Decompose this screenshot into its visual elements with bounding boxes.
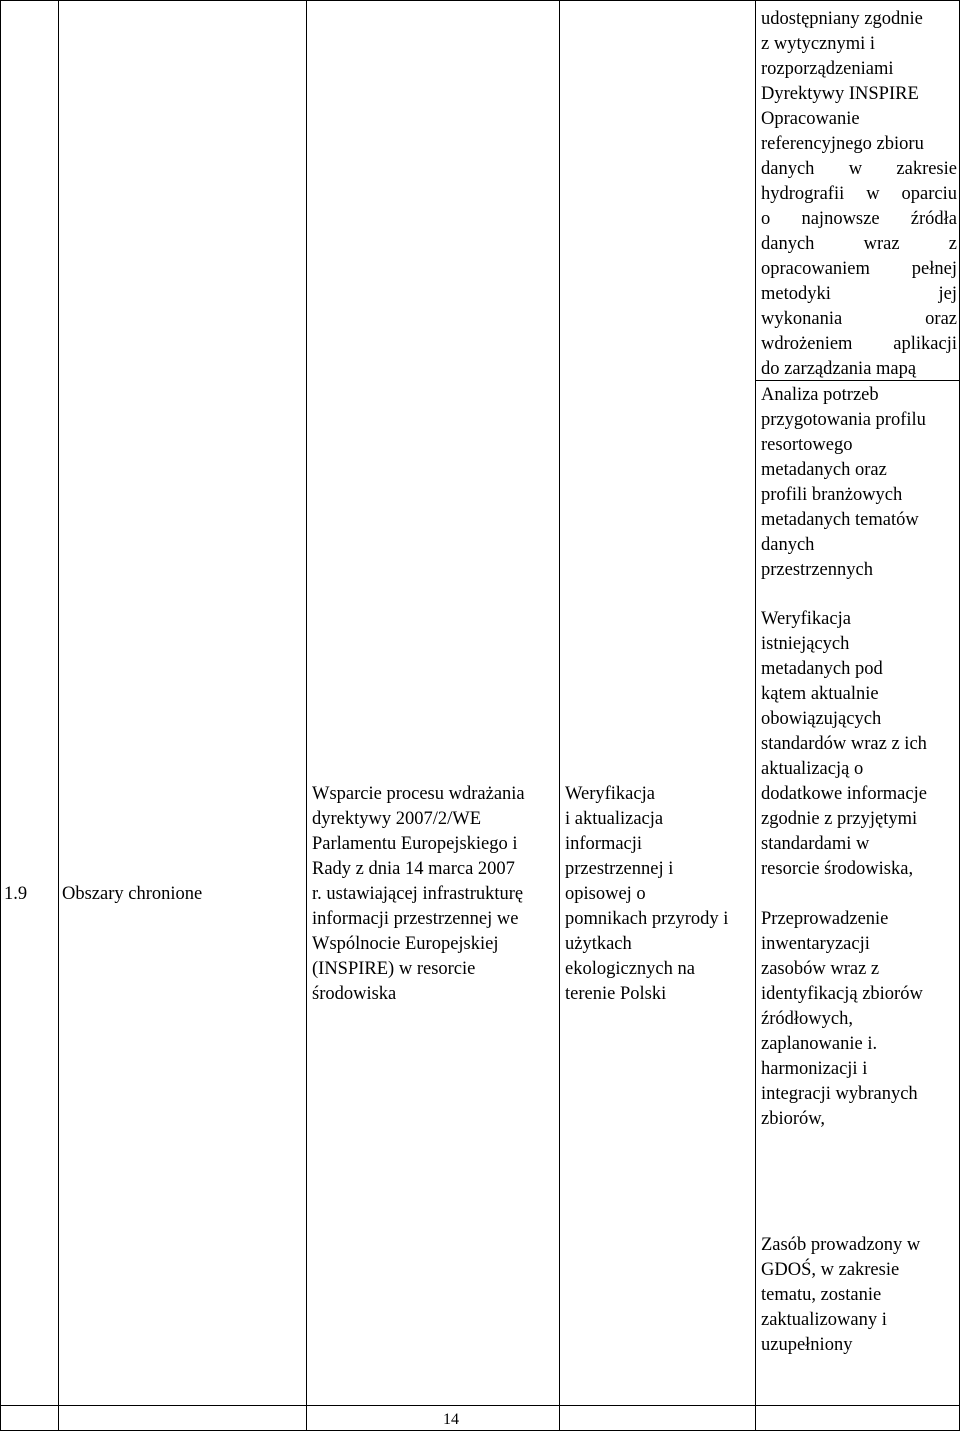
tasks-verification-line: istniejących [761,634,850,654]
result-line: uzupełniony [761,1335,853,1355]
tasks-analysis-line: przestrzennych [761,560,873,580]
tasks-verification-line: Weryfikacja [761,609,851,629]
tasks-top-line: wykonania oraz [761,309,957,329]
tasks-verification-line: zaplanowanie i. [761,1034,878,1054]
tasks-verification-line: standardami w [761,834,870,854]
tasks-top-line: Dyrektywy INSPIRE [761,84,919,104]
tasks-verification-line: resorcie środowiska, [761,859,914,879]
tasks-analysis-line: resortowego [761,435,853,455]
result-line: Zasób prowadzony w [761,1235,921,1255]
dataset-line: użytkach [565,934,632,954]
project-line: dyrektywy 2007/2/WE [312,809,482,829]
row-number: 1.9 [4,884,28,904]
tasks-verification-line: zgodnie z przyjętymi [761,809,918,829]
col-border-1 [58,0,59,1431]
tasks-top-line: rozporządzeniami [761,59,894,79]
tasks-analysis-line: Analiza potrzeb [761,385,879,405]
tasks-verification-line: dodatkowe informacje [761,784,927,804]
col-border-0 [0,0,1,1431]
dataset-line: pomnikach przyrody i [565,909,729,929]
tasks-verification-line: aktualizacją o [761,759,864,779]
dataset-line: ekologicznych na [565,959,695,979]
tasks-verification-line: źródłowych, [761,1009,853,1029]
dataset-line: informacji [565,834,643,854]
project-line: (INSPIRE) w resorcie [312,959,476,979]
tasks-verification-line: standardów wraz z ich [761,734,927,754]
tasks-verification-line: inwentaryzacji [761,934,870,954]
table-bottom-border [0,1405,960,1406]
col-border-3 [559,0,560,1431]
tasks-top-line: danych w zakresie [761,159,957,179]
tasks-analysis-line: metadanych tematów [761,510,919,530]
project-line: Wsparcie procesu wdrażania [312,784,525,804]
tasks-verification-line: harmonizacji i [761,1059,868,1079]
page-number: 14 [443,1411,459,1428]
result-line: tematu, zostanie [761,1285,882,1305]
tasks-analysis-line: profili branżowych [761,485,903,505]
project-line: Wspólnocie Europejskiej [312,934,499,954]
project-line: środowiska [312,984,397,1004]
col-border-2 [306,0,307,1431]
project-line: Parlamentu Europejskiego i [312,834,518,854]
tasks-top-line: opracowaniem pełnej [761,259,957,279]
tasks-verification-line: metadanych pod [761,659,883,679]
category-cell: Obszary chronione [62,884,203,904]
tasks-verification-line: integracji wybranych [761,1084,918,1104]
tasks-verification-line: Przeprowadzenie [761,909,889,929]
dataset-line: Weryfikacja [565,784,655,804]
tasks-top-line: wdrożeniem aplikacji [761,334,957,354]
tasks-verification-line: obowiązujących [761,709,882,729]
tasks-analysis-line: danych [761,535,815,555]
tasks-verification-line: kątem aktualnie [761,684,879,704]
tasks-top-line: udostępniany zgodnie [761,9,923,29]
tasks-analysis-line: przygotowania profilu [761,410,926,430]
result-line: zaktualizowany i [761,1310,887,1330]
dataset-line: i aktualizacja [565,809,664,829]
tasks-top-line: metodyki jej [761,284,957,304]
tasks-top-line: do zarządzania mapą [761,359,917,379]
tasks-verification-line: zbiorów, [761,1109,826,1129]
tasks-verification-line: identyfikacją zbiorów [761,984,923,1004]
dataset-line: terenie Polski [565,984,667,1004]
project-line: r. ustawiającej infrastrukturę [312,884,524,904]
project-line: Rady z dnia 14 marca 2007 [312,859,515,879]
tasks-top-line: z wytycznymi i [761,34,876,54]
tasks-top-line: hydrografii w oparciu [761,184,957,204]
tasks-top-line: referencyjnego zbioru [761,134,924,154]
tasks-analysis-line: metadanych oraz [761,460,887,480]
tasks-verification-line: zasobów wraz z [761,959,880,979]
col-border-4 [755,0,756,1431]
tasks-top-line: Opracowanie [761,109,860,129]
dataset-line: opisowej o [565,884,646,904]
result-line: GDOŚ, w zakresie [761,1260,900,1280]
table-top-border [0,0,960,1]
project-line: informacji przestrzennej we [312,909,519,929]
tasks-top-line: danych wraz z [761,234,957,254]
dataset-line: przestrzennej i [565,859,674,879]
tasks-top-line: o najnowsze źródła [761,209,957,229]
